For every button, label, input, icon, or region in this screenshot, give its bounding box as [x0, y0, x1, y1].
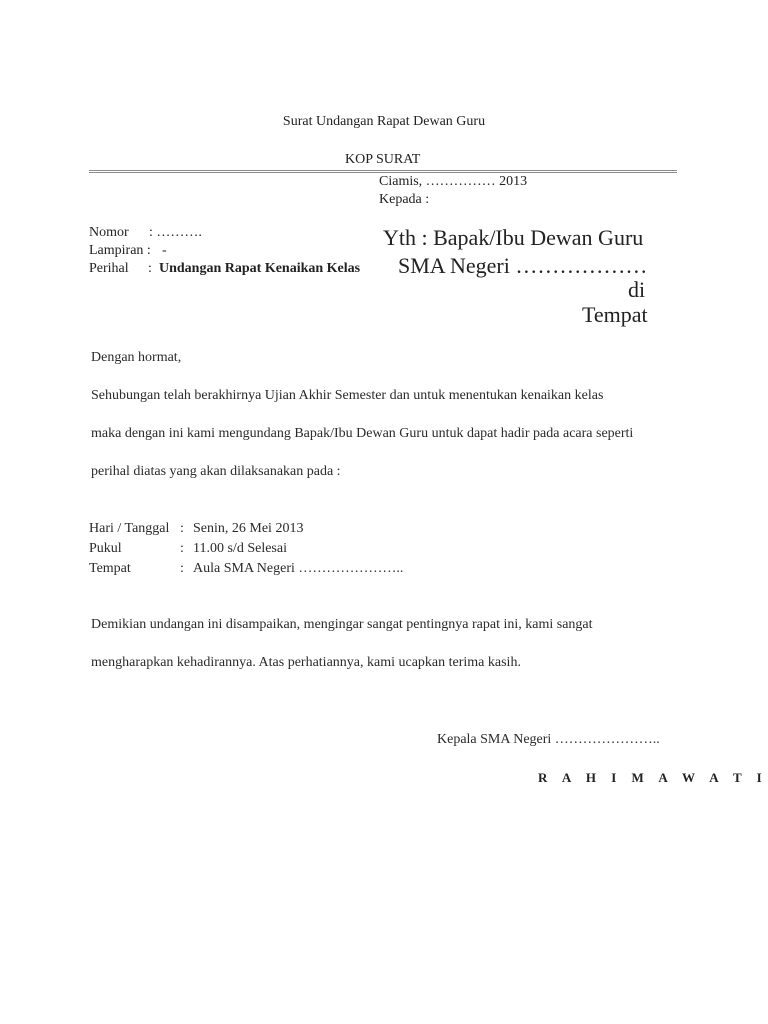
schedule-time-colon: :	[180, 541, 184, 556]
perihal-colon: :	[148, 261, 152, 276]
para1-line-3: perihal diatas yang akan dilaksanakan pada :	[91, 464, 341, 479]
schedule-place-value: Aula SMA Negeri …………………..	[193, 561, 404, 576]
perihal-label: Perihal	[89, 261, 129, 276]
greeting: Dengan hormat,	[91, 350, 182, 365]
place-date: Ciamis, …………… 2013	[379, 174, 528, 189]
signatory-name: R A H I M A W A T I	[538, 770, 768, 785]
schedule-place-colon: :	[180, 561, 184, 576]
schedule-time-value: 11.00 s/d Selesai	[193, 541, 287, 556]
nomor-value: : ……….	[149, 225, 202, 240]
lampiran-value: -	[162, 243, 167, 258]
schedule-day-colon: :	[180, 521, 184, 536]
letterhead-label: KOP SURAT	[345, 152, 421, 167]
letter-title: Surat Undangan Rapat Dewan Guru	[282, 114, 486, 129]
para1-line-2: maka dengan ini kami mengundang Bapak/Ibu Dewan Guru untuk dapat hadir pada acara seperti	[91, 426, 634, 441]
para1-line-1: Sehubungan telah berakhirnya Ujian Akhir Semester dan untuk menentukan kenaikan kelas	[91, 388, 604, 403]
para2-line-2: mengharapkan kehadirannya. Atas perhatiannya, kami ucapkan terima kasih.	[91, 655, 521, 670]
nomor-label: Nomor	[89, 225, 129, 240]
recipient-label: Kepada :	[379, 192, 430, 207]
signatory-position: Kepala SMA Negeri …………………..	[437, 732, 660, 747]
schedule-day-label: Hari / Tanggal	[89, 521, 170, 536]
letterhead-rule	[89, 170, 677, 173]
schedule-time-label: Pukul	[89, 541, 122, 556]
para2-line-1: Demikian undangan ini disampaikan, mengingar sangat pentingnya rapat ini, kami sangat	[91, 617, 593, 632]
schedule-place-label: Tempat	[89, 561, 131, 576]
schedule-day-value: Senin, 26 Mei 2013	[193, 521, 304, 536]
addressee-line-1: Yth : Bapak/Ibu Dewan Guru	[383, 225, 644, 250]
perihal-value: Undangan Rapat Kenaikan Kelas	[159, 261, 361, 276]
addressee-line-4: Tempat	[582, 302, 648, 327]
addressee-line-3: di	[628, 277, 646, 302]
addressee-line-2: SMA Negeri ………………	[398, 253, 648, 278]
lampiran-label: Lampiran :	[89, 243, 151, 258]
